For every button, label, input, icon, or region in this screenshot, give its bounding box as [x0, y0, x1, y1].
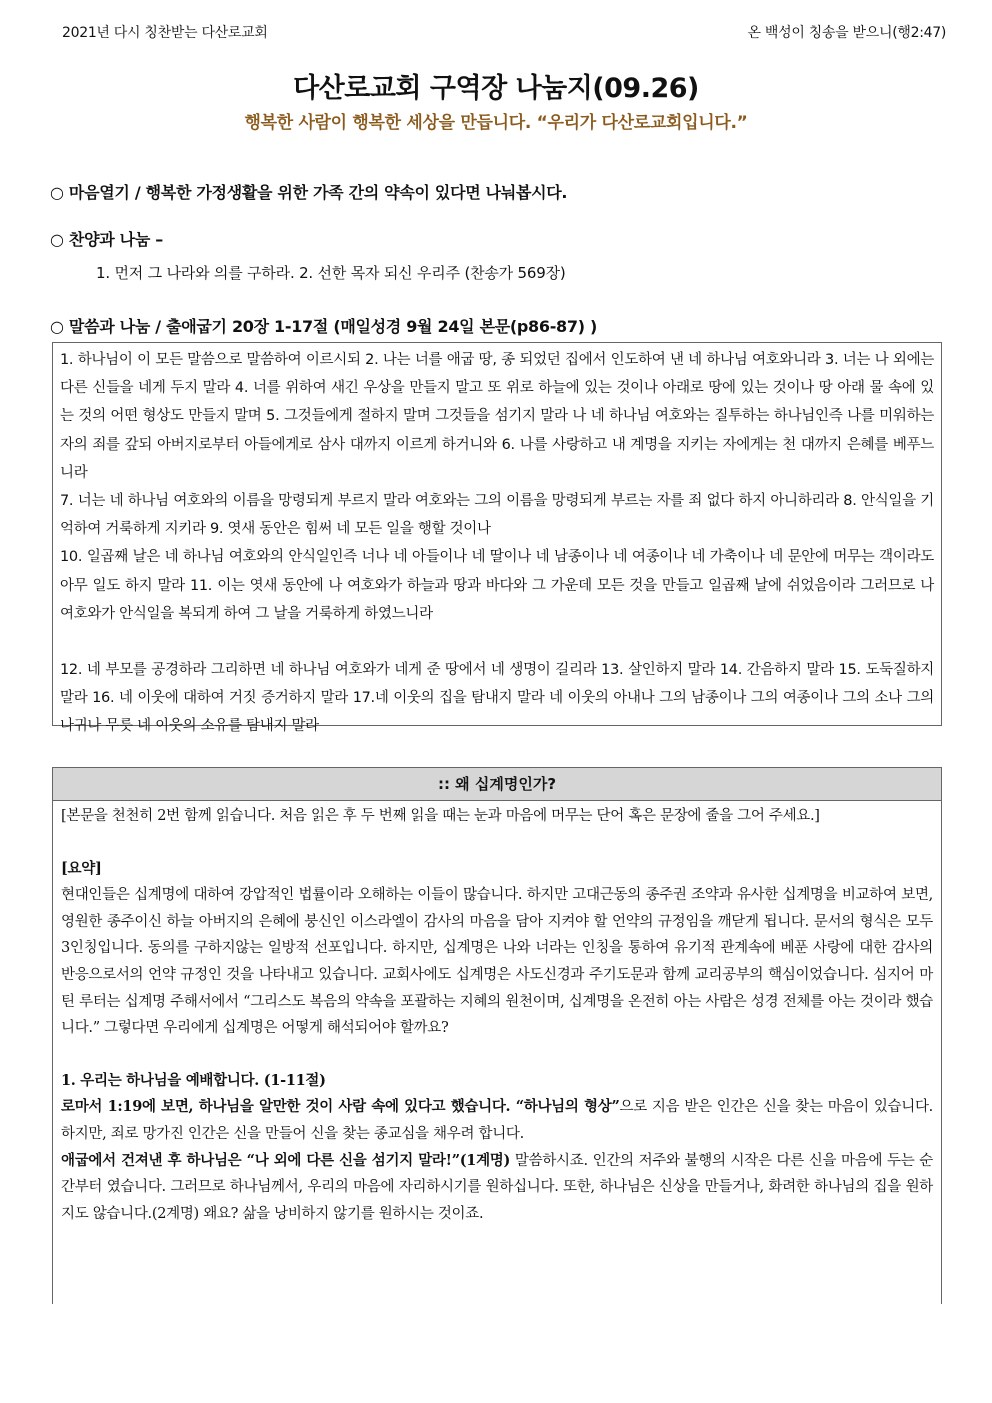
study-body — [53, 801, 941, 1227]
header-right: 온 백성이 칭송을 받으니(행2:47) — [747, 25, 946, 41]
study-heading: :: 왜 십계명인가? — [53, 768, 941, 801]
scripture-paragraph: 1. 하나님이 이 모든 말씀으로 말씀하여 이르시되 2. 나는 너를 애굽 땅, 종 되었던 집에서 인도하여 낸 네 하나님 여호와니라 3. 너는 나 외에는 다른 신들을 네게 두지 말라 4. 너를 위하여 새긴 우상을 만들지 말고 또 위로 하늘에 있는 것이나 아래로 땅에 있는 것이나 땅 아래 물 속에 있는 것의 어떤 형상도 만들지 말며 5. 그것들에게 절하지 말며 그것들을 섬기지 말라 나 네 하나님 여호와는 질투하는 하나님인즉 나를 미워하는 자의 죄를 갚되 아버지로부터 아들에게로 삼사 대까지 이르게 하거니와 6. 나를 사랑하고 내 계명을 지키는 자에게는 천 대까지 은혜를 베푸느니라 — [60, 352, 934, 481]
point1-paragraph1 — [61, 1094, 933, 1147]
section-praise: ○ 찬양과 나눔 – — [50, 230, 163, 249]
hymn-list: 1. 먼저 그 나라와 의를 구하라. 2. 선한 목자 되신 우리주 (찬송가 569장) — [96, 264, 566, 282]
header-left: 2021년 다시 칭찬받는 다산로교회 — [62, 25, 268, 41]
page-title: 다산로교회 구역장 나눔지(09.26) — [293, 73, 699, 104]
page-subtitle: 행복한 사람이 행복한 세상을 만듭니다. “우리가 다산로교회입니다.” — [244, 113, 748, 133]
point1-text1: 으로 지음 받은 인간은 신을 찾는 마음이 있습니다. 하지만, 죄로 망가진 인간은 신을 만들어 신을 찾는 종교심을 채우려 합니다. — [61, 1099, 933, 1142]
scripture-paragraph: 10. 일곱째 날은 네 하나님 여호와의 안식일인즉 너나 네 아들이나 네 딸이나 네 남종이나 네 여종이나 네 가축이나 네 문안에 머무는 객이라도 아무 일도 하지 말라 11. 이는 엿새 동안에 나 여호와가 하늘과 땅과 바다와 그 가운데 모든 것을 만들고 일곱째 날에 쉬었음이라 그러므로 나 여호와가 안식일을 복되게 하여 그 날을 거룩하게 하였느니라 — [60, 549, 934, 622]
study-instruction: [본문을 천천히 2번 함께 읽습니다. 처음 읽은 후 두 번째 읽을 때는 눈과 마음에 머무는 단어 혹은 문장에 줄을 그어 주세요.] — [61, 808, 820, 824]
point1-bold1: 로마서 1:19에 보면, 하나님을 알만한 것이 사람 속에 있다고 했습니다. “하나님의 형상” — [61, 1098, 620, 1116]
section-opening: ○ 마음열기 / 행복한 가정생활을 위한 가족 간의 약속이 있다면 나눠봅시다. — [50, 183, 568, 202]
study-box — [52, 767, 942, 1304]
scripture-paragraph: 7. 너는 네 하나님 여호와의 이름을 망령되게 부르지 말라 여호와는 그의 이름을 망령되게 부르는 자를 죄 없다 하지 아니하리라 8. 안식일을 기억하여 거룩하게 지키라 9. 엿새 동안은 힘써 네 모든 일을 행할 것이나 — [60, 493, 934, 538]
paragraph-gap — [61, 830, 933, 856]
summary-label: [요약] — [61, 859, 102, 877]
scripture-box — [52, 342, 942, 735]
summary-text: 현대인들은 십계명에 대하여 강압적인 법률이라 오해하는 이들이 많습니다. 하지만 고대근동의 종주권 조약과 유사한 십계명을 비교하여 보면, 영원한 종주이신 하늘 아버지의 은혜에 붕신인 이스라엘이 감사의 마음을 담아 지켜야 할 언약의 규정임을 깨닫게 됩니다. 문서의 형식은 모두 3인칭입니다. 동의를 구하지않는 일방적 선포입니다. 하지만, 십계명은 나와 너라는 인칭을 통하여 유기적 관계속에 베푼 사랑에 대한 감사의 반응으로서의 언약 규정인 것을 나타내고 있습니다. 교회사에도 십계명은 사도신경과 주기도문과 함께 교리공부의 핵심이었습니다. 심지어 마틴 루터는 십계명 주해서에서 “그리스도 복음의 약속을 포괄하는 지혜의 원천이며, 십계명을 온전히 아는 사람은 성경 전체를 아는 것이라 했습니다.” 그렇다면 우리에게 십계명은 어떻게 해석되어야 할까요? — [61, 887, 933, 1037]
point1-title: 1. 우리는 하나님을 예배합니다. (1-11절) — [61, 1071, 326, 1089]
point1-text2: 말씀하시죠. 인간의 저주와 불행의 시작은 다른 신을 마음에 두는 순간부터 였습니다. 그러므로 하나님께서, 우리의 마음에 자리하시기를 원하십니다. 또한, 하나님은 신상을 만들거나, 화려한 하나님의 집을 원하지도 않습니다.(2계명) 왜요? 삶을 낭비하지 않기를 원하시는 것이죠. — [61, 1152, 933, 1222]
paragraph-gap — [60, 628, 934, 656]
point1-bold2: 애굽에서 건져낸 후 하나님은 “나 외에 다른 신을 섬기지 말라!”(1계명) — [61, 1151, 511, 1169]
paragraph-gap — [61, 1042, 933, 1068]
section-word: ○ 말씀과 나눔 / 출애굽기 20장 1-17절 (매일성경 9월 24일 본문(p86-87) ) — [50, 317, 598, 336]
scripture-paragraph: 12. 네 부모를 공경하라 그리하면 네 하나님 여호와가 네게 준 땅에서 네 생명이 길리라 13. 살인하지 말라 14. 간음하지 말라 15. 도둑질하지 말라 16. 네 이웃에 대하여 거짓 증거하지 말라 17.네 이웃의 집을 탐내지 말라 네 이웃의 아내나 그의 남종이나 그의 여종이나 그의 소나 그의 나귀나 무릇 네 이웃의 소유를 탐내지 말라 — [60, 662, 934, 735]
point1-paragraph2 — [61, 1148, 933, 1228]
